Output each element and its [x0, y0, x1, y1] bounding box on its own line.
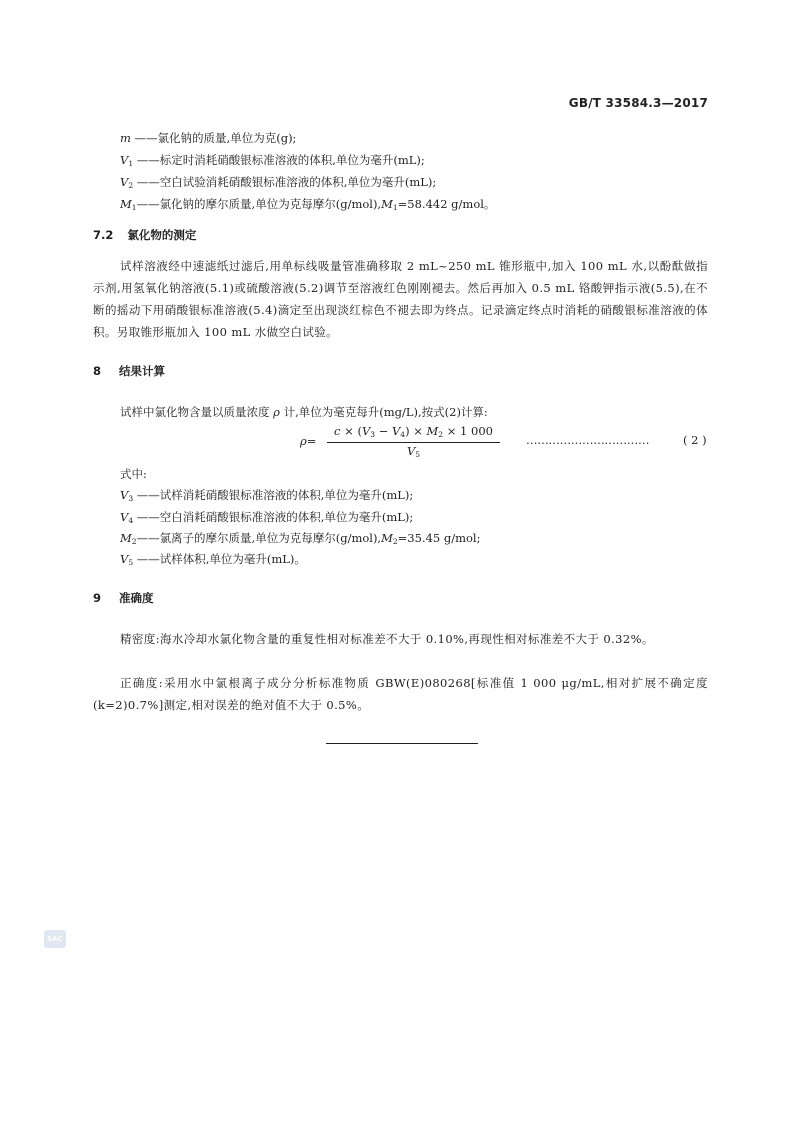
symbol: M	[381, 197, 393, 211]
formula-leader-dots: ……………………………	[526, 433, 650, 447]
end-rule	[326, 743, 478, 744]
logo-text: SAC	[47, 935, 63, 943]
section-8-heading	[93, 363, 165, 379]
symbol: m	[120, 131, 131, 145]
section-title: 氯化物的测定	[127, 228, 197, 242]
subscript: 4	[128, 516, 134, 525]
formula-op: ) ×	[405, 424, 427, 438]
symbol: V	[120, 510, 129, 524]
subscript: 2	[128, 181, 134, 190]
section-title: 准确度	[119, 591, 154, 605]
definition-text: ——试样体积,单位为毫升(mL)。	[133, 552, 306, 566]
section-7-2-heading	[93, 227, 196, 243]
subscript: 2	[392, 537, 398, 546]
formula-op: × (	[340, 424, 362, 438]
symbol: V	[120, 175, 129, 189]
definition-text: ——标定时消耗硝酸银标准溶液的体积,单位为毫升(mL);	[133, 153, 425, 167]
subscript: 5	[415, 450, 421, 459]
symbol: V	[120, 552, 129, 566]
formula-m2: M	[426, 424, 439, 438]
symbol: M	[120, 531, 132, 545]
definition-m1	[120, 193, 495, 219]
formula-numerator	[327, 424, 500, 439]
formula-op: −	[375, 424, 392, 438]
definition-text: ——空白消耗硝酸银标准溶液的体积,单位为毫升(mL);	[133, 510, 414, 524]
definition-text: ——试样消耗硝酸银标准溶液的体积,单位为毫升(mL);	[133, 488, 414, 502]
section-title: 结果计算	[119, 364, 166, 378]
subscript: 4	[400, 430, 406, 439]
definition-text: ——氯化钠的质量,单位为克(g);	[130, 131, 297, 145]
standard-number: GB/T 33584.3—2017	[568, 96, 708, 110]
symbol: V	[120, 153, 129, 167]
trueness-paragraph: 正确度:采用水中氯根离子成分分析标准物质 GBW(E)080268[标准值 1 000 μg/mL,相对扩展不确定度(k=2)0.7%]测定,相对误差的绝对值不大于 0.5%。	[93, 676, 708, 712]
symbol: V	[120, 488, 129, 502]
intro-text: 计,单位为毫克每升(mg/L),按式(2)计算:	[279, 405, 488, 419]
definition-value: =35.45 g/mol;	[397, 531, 481, 545]
subscript: 1	[128, 159, 134, 168]
precision-paragraph: 精密度:海水冷却水氯化物含量的重复性相对标准差不大于 0.10%,再现性相对标准差不大于 0.32%。	[120, 632, 654, 646]
definition-text: ——氯化钠的摩尔质量,单位为克每摩尔(g/mol),	[136, 197, 382, 211]
formula-rho: ρ	[300, 434, 307, 448]
section-number: 8	[93, 364, 102, 378]
subscript: 3	[370, 430, 376, 439]
formula-denominator	[327, 444, 500, 459]
definition-v5	[120, 548, 306, 574]
subscript: 3	[128, 494, 134, 503]
formula-equals: =	[306, 434, 317, 448]
definition-value: =58.442 g/mol。	[397, 197, 496, 211]
formula-lhs	[300, 434, 316, 448]
sac-logo	[44, 930, 66, 948]
fraction-bar	[327, 442, 500, 443]
section-9-heading	[93, 590, 154, 606]
subscript: 5	[128, 558, 134, 567]
formula-v5: V	[406, 444, 416, 458]
formula-v4: V	[391, 424, 401, 438]
symbol: M	[381, 531, 393, 545]
subscript: 2	[131, 537, 137, 546]
intro-text: 试样中氯化物含量以质量浓度	[120, 405, 274, 419]
definition-m	[120, 127, 296, 149]
section-7-2-paragraph: 试样溶液经中速滤纸过滤后,用单标线吸量管准确移取 2 mL~250 mL 锥形瓶中,加入 100 mL 水,以酚酞做指示剂,用氢氧化钠溶液(5.1)或硫酸溶液(5.2)调节至溶液红色刚刚褪去。然后再加入 0.5 mL 铬酸钾指示液(5.5),在不断的摇动下用硝酸银标准溶液(5.4)滴定至出现淡红棕色不褪去即为终点。记录滴定终点时消耗的硝酸银标准溶液的体积。另取锥形瓶加入 100 mL 水做空白试验。	[93, 259, 708, 339]
subscript: 2	[438, 430, 444, 439]
formula-op: × 1 000	[443, 424, 493, 438]
section-number: 9	[93, 591, 102, 605]
formula-c: c	[334, 424, 341, 438]
definition-text: ——氯离子的摩尔质量,单位为克每摩尔(g/mol),	[136, 531, 382, 545]
subscript: 1	[392, 203, 398, 212]
formula-v3: V	[361, 424, 371, 438]
subscript: 1	[131, 203, 137, 212]
section-number: 7.2	[93, 228, 114, 242]
section-8-intro	[120, 401, 488, 423]
where-label: 式中:	[120, 467, 147, 481]
symbol-rho: ρ	[273, 405, 280, 419]
definition-text: ——空白试验消耗硝酸银标准溶液的体积,单位为毫升(mL);	[133, 175, 437, 189]
symbol: M	[120, 197, 132, 211]
formula-number: ( 2 )	[683, 433, 707, 447]
